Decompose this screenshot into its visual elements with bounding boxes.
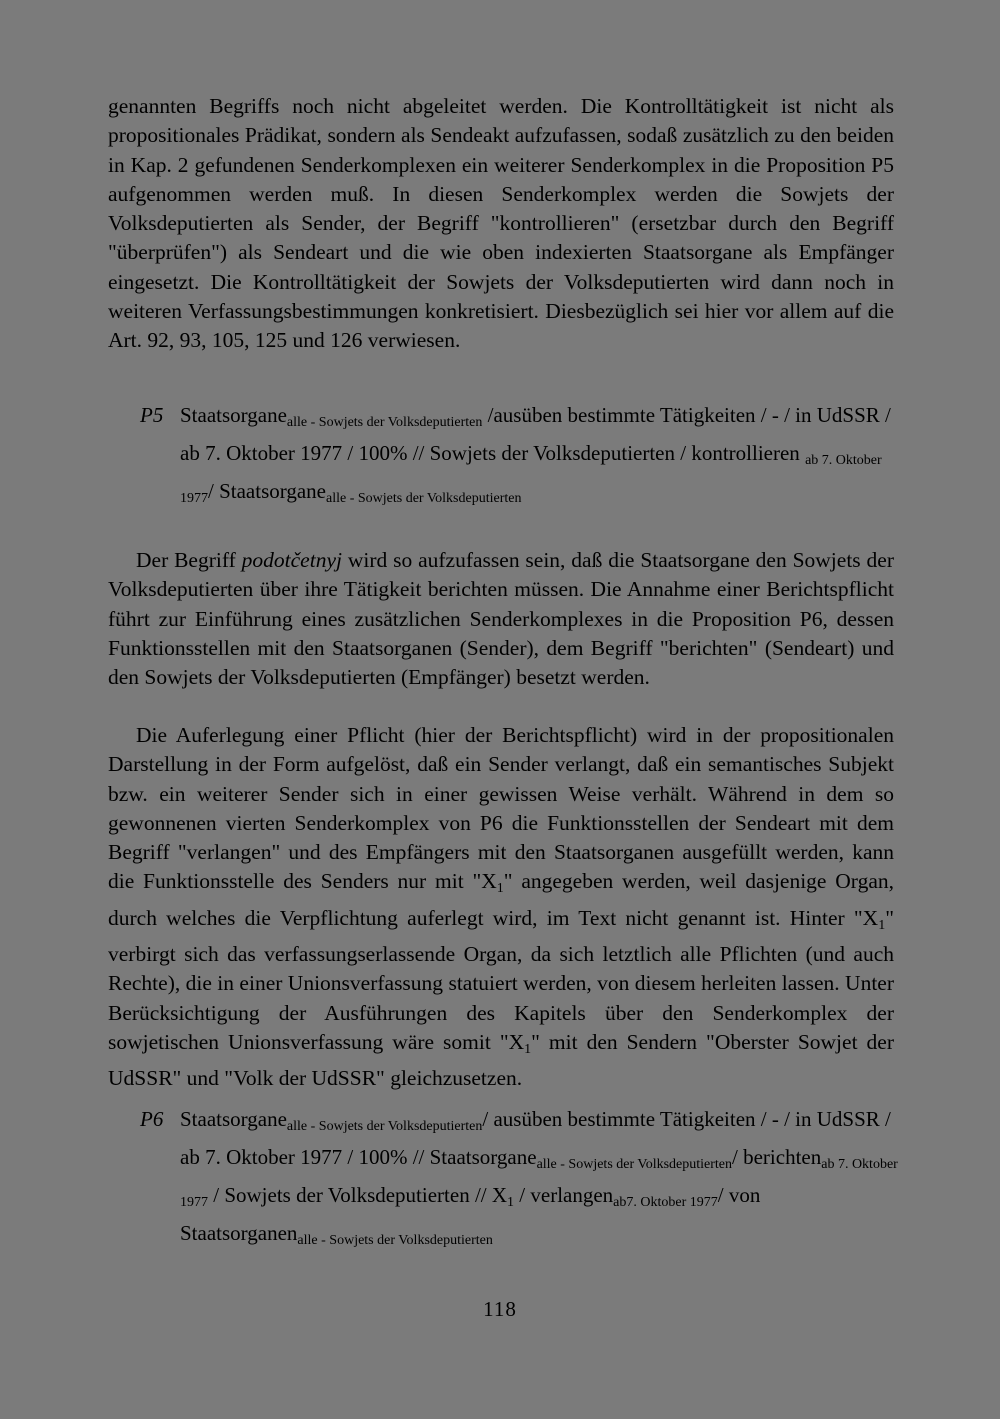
p5-sub-3: alle - Sowjets der Volksdeputierten [326, 491, 522, 506]
p5-sub-1: alle - Sowjets der Volksdeputierten [286, 415, 483, 430]
proposition-p5 [140, 400, 900, 514]
paragraph-2 [108, 546, 894, 692]
proposition-p6-label: P6 [140, 1107, 164, 1131]
paragraph-1-text: genannten Begriffs noch nicht abgeleitet werden. Die Kontrolltätigkeit ist nicht als propositionales Prädikat, sondern als Sendeakt aufzufassen, sodaß zusätzlich zu den beiden in Kap. 2 gefundenen Senderkomplexen ein weiterer Senderkomplex in die Proposition P5 aufgenommen werden muß. In diesen Senderkomplex werden die Sowjets der Volksdeputierten als Sender, der Begriff "kontrollieren" (ersetzbar durch den Begriff "überprüfen") als Sendeart und die wie oben indexierten Staatsorgane als Empfänger eingesetzt. Die Kontrolltätigkeit der Sowjets der Volksdeputierten wird dann noch in weiteren Verfassungsbestimmungen konkretisiert. Diesbezüglich sei hier vor allem auf die Art. 92, 93, 105, 125 und 126 verwiesen. [108, 94, 894, 353]
p6-sub-6: alle - Sowjets der Volksdeputierten [297, 1233, 493, 1248]
p6-sub-5: ab7. Oktober 1977 [613, 1195, 718, 1210]
paragraph-3-sub-2: 1 [878, 917, 886, 933]
proposition-p6 [140, 1104, 900, 1256]
p6-sub-3: ab 7. Oktober 1977 [180, 1157, 898, 1210]
paragraph-3-sub-3: 1 [524, 1041, 532, 1057]
russian-term: podotčetnyj [241, 548, 342, 572]
paragraph-3 [108, 721, 894, 1094]
paragraph-1 [108, 92, 894, 356]
paragraph-2-text-a: Der Begriff [136, 548, 242, 572]
p5-sub-2: ab 7. Oktober 1977 [180, 453, 882, 506]
p6-text-5: / verlangen [514, 1183, 614, 1207]
p6-sub-4: 1 [507, 1195, 515, 1210]
paragraph-3-text-c: " verbirgt sich das verfassungserlassende Organ, da sich letztlich alle Pflichten (und auch Rechte), die in einer Unionsverfassung statuiert werden, von diesem herleiten lassen. Unter Berücksichtigung der Ausführungen des Kapitels über den Senderkomplex der sowjetischen Unionsverfassung wäre somit "X [108, 905, 894, 1054]
paragraph-3-text-b: " angegeben werden, weil dasjenige Organ, durch welches die Verpflichtung auferlegt wird, im Text nicht genannt ist. Hinter "X [108, 869, 894, 930]
p6-text-6: / von Staatsorganen [180, 1183, 761, 1245]
p5-text-3: / Staatsorgane [208, 479, 327, 503]
proposition-p5-body [180, 400, 900, 514]
p5-text-1: Staatsorgane [180, 403, 287, 427]
p6-text-1: Staatsorgane [180, 1107, 287, 1131]
proposition-p6-body [180, 1104, 900, 1256]
paragraph-3-sub-1: 1 [496, 881, 504, 897]
p5-text-2: /ausüben bestimmte Tätigkeiten / - / in UdSSR / ab 7. Oktober 1977 / 100% // Sowjets der Volksdeputierten / kontrollieren [180, 403, 891, 465]
p6-text-2: / ausüben bestimmte Tätigkeiten / - / in UdSSR / ab 7. Oktober 1977 / 100% // Staatsorgane [180, 1107, 891, 1169]
p6-text-4: / Sowjets der Volksdeputierten // X [208, 1183, 508, 1207]
p6-text-3: / berichten [732, 1145, 822, 1169]
proposition-p5-label: P5 [140, 403, 164, 427]
p6-sub-2: alle - Sowjets der Volksdeputierten [536, 1157, 733, 1172]
page-number: 118 [483, 1297, 517, 1321]
paragraph-3-text-d: " mit den Sendern "Oberster Sowjet der UdSSR" und "Volk der UdSSR" gleichzusetzen. [108, 1029, 894, 1091]
paragraph-2-text-b: wird so aufzufassen sein, daß die Staatsorgane den Sowjets der Volksdeputierten über ihre Tätigkeit berichten müssen. Die Annahme einer Berichtspflicht führt zur Einführung eines zusätzlichen Senderkomplexes in die Proposition P6, dessen Funktionsstellen mit den Staatsorganen (Sender), dem Begriff "berichten" (Sendeart) und den Sowjets der Volksdeputierten (Empfänger) besetzt werden. [108, 548, 894, 690]
paragraph-3-text-a: Die Auferlegung einer Pflicht (hier der Berichtspflicht) wird in der propositionalen Darstellung in der Form aufgelöst, daß ein Sender verlangt, daß ein semantisches Subjekt bzw. ein weiterer Sender sich in einer gewissen Weise verhält. Während in dem so gewonnenen vierten Senderkomplex von P6 die Funktionsstellen der Sendeart mit dem Begriff "verlangen" und des Empfängers mit den Staatsorganen ausgefüllt werden, kann die Funktionsstelle des Senders nur mit "X [108, 723, 894, 894]
p6-sub-1: alle - Sowjets der Volksdeputierten [286, 1119, 483, 1134]
